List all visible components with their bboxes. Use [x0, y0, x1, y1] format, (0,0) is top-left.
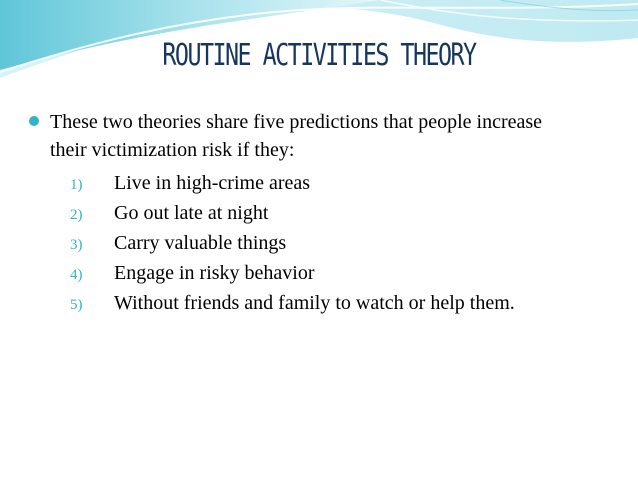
slide-title: ROUTINE ACTIVITIES THEORY [162, 38, 476, 73]
main-bullet [50, 108, 570, 164]
list-item-text: Go out late at night [114, 202, 269, 224]
bullet-dot-icon [29, 116, 39, 126]
list-item-text: Without friends and family to watch or help them. [114, 292, 515, 314]
list-item [70, 198, 610, 228]
list-item [70, 288, 610, 318]
main-bullet-text: These two theories share five predictions that people increase their victimization risk if they: [50, 111, 543, 161]
list-item [70, 258, 610, 288]
list-item-number: 1) [70, 177, 83, 193]
list-item-number: 4) [70, 267, 83, 283]
prediction-list [70, 168, 610, 318]
list-item [70, 228, 610, 258]
list-item-text: Live in high-crime areas [114, 172, 311, 194]
list-item-number: 3) [70, 237, 83, 253]
list-item-text: Engage in risky behavior [114, 262, 315, 284]
list-item-number: 2) [70, 207, 83, 223]
list-item-text: Carry valuable things [114, 232, 287, 254]
list-item-number: 5) [70, 297, 83, 313]
list-item [70, 168, 610, 198]
